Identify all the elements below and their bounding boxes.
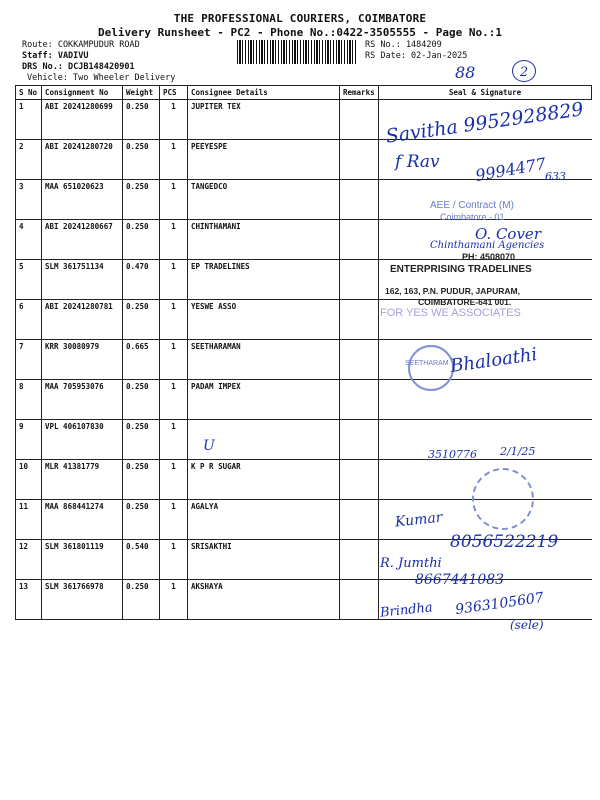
pcs-cell: 1	[160, 220, 188, 260]
mark-row-9: U	[203, 438, 215, 454]
remarks-cell	[340, 100, 379, 140]
remarks-cell	[340, 540, 379, 580]
sno-cell: 6	[16, 300, 42, 340]
consignee-cell: JUPITER TEX	[188, 100, 340, 140]
consignee-cell: AKSHAYA	[188, 580, 340, 620]
consignment-cell: MAA 868441274	[42, 500, 123, 540]
consignee-cell: AGALYA	[188, 500, 340, 540]
consignment-cell: KRR 30080979	[42, 340, 123, 380]
sno-cell: 2	[16, 140, 42, 180]
weight-cell: 0.250	[123, 460, 160, 500]
consignee-cell: CHINTHAMANI	[188, 220, 340, 260]
remarks-cell	[340, 220, 379, 260]
signature-row-11-number: 8056522219	[450, 532, 559, 552]
sno-cell: 4	[16, 220, 42, 260]
stamp-row-5-line2: 162, 163, P.N. PUDUR, JAPURAM,	[385, 286, 520, 296]
pcs-cell: 1	[160, 100, 188, 140]
sno-cell: 7	[16, 340, 42, 380]
signature-row-11-name: Kumar	[394, 509, 444, 531]
sno-cell: 11	[16, 500, 42, 540]
sno-cell: 10	[16, 460, 42, 500]
sno-cell: 9	[16, 420, 42, 460]
pcs-cell: 1	[160, 380, 188, 420]
pcs-cell: 1	[160, 540, 188, 580]
sno-cell: 8	[16, 380, 42, 420]
stamp-row-5-line1: ENTERPRISING TRADELINES	[390, 264, 532, 275]
route-label: Route: COKKAMPUDUR ROAD	[22, 40, 140, 50]
remarks-cell	[340, 300, 379, 340]
consignment-cell: MAA 705953076	[42, 380, 123, 420]
stamp-row-4-line1: Chinthamani Agencies	[430, 240, 545, 251]
consignee-cell: SRISAKTHI	[188, 540, 340, 580]
weight-cell: 0.250	[123, 300, 160, 340]
weight-cell: 0.250	[123, 180, 160, 220]
barcode	[237, 40, 357, 64]
table-header-row	[16, 86, 592, 100]
staff-label: Staff: VADIVU	[22, 51, 89, 61]
weight-cell: 0.250	[123, 140, 160, 180]
col-sno: S No	[16, 86, 42, 100]
handwritten-top-mark: 88	[455, 63, 476, 82]
pcs-cell: 1	[160, 580, 188, 620]
vehicle-label: Vehicle: Two Wheeler Delivery	[27, 73, 176, 83]
consignment-cell: MAA 651020623	[42, 180, 123, 220]
remarks-cell	[340, 500, 379, 540]
remarks-cell	[340, 460, 379, 500]
signature-cell	[379, 380, 592, 420]
signature-row-7: Bhaloathi	[448, 344, 539, 377]
sno-cell: 12	[16, 540, 42, 580]
consignment-cell: ABI 20241280699	[42, 100, 123, 140]
col-remarks: Remarks	[340, 86, 379, 100]
remarks-cell	[340, 140, 379, 180]
consignment-cell: SLM 361766978	[42, 580, 123, 620]
consignment-cell: SLM 361801119	[42, 540, 123, 580]
col-consignee: Consignee Details	[188, 86, 340, 100]
consignment-cell: ABI 20241280667	[42, 220, 123, 260]
consignee-cell: EP TRADELINES	[188, 260, 340, 300]
pcs-cell: 1	[160, 140, 188, 180]
signature-row-2-extra: 633	[545, 170, 566, 183]
consignment-cell: ABI 20241280781	[42, 300, 123, 340]
remarks-cell	[340, 260, 379, 300]
sno-cell: 13	[16, 580, 42, 620]
remarks-cell	[340, 180, 379, 220]
signature-row-9-date: 2/1/25	[500, 445, 536, 458]
weight-cell: 0.250	[123, 500, 160, 540]
weight-cell: 0.250	[123, 420, 160, 460]
col-weight: Weight	[123, 86, 160, 100]
stamp-row-6: FOR YES WE ASSOCIATES	[380, 307, 521, 319]
sno-cell: 3	[16, 180, 42, 220]
weight-cell: 0.250	[123, 220, 160, 260]
signature-row-2-name: f Rav	[395, 152, 440, 172]
weight-cell: 0.250	[123, 580, 160, 620]
stamp-row-10-seal	[472, 468, 534, 530]
consignment-cell: VPL 406107830	[42, 420, 123, 460]
pcs-cell: 1	[160, 260, 188, 300]
circled-mark-text: 2	[519, 65, 529, 80]
stamp-row-5-line3: COIMBATORE-641 001.	[418, 297, 512, 307]
weight-cell: 0.540	[123, 540, 160, 580]
col-pcs: PCS	[160, 86, 188, 100]
signature-row-1: Savitha 9952928829	[384, 98, 585, 148]
signature-row-13-number: 9363105607	[454, 589, 545, 619]
pcs-cell: 1	[160, 300, 188, 340]
signature-row-13-name: Brindha	[379, 600, 434, 621]
document-subtitle: Delivery Runsheet - PC2 - Phone No.:0422-3505555 - Page No.:1	[98, 26, 502, 39]
consignee-cell: K P R SUGAR	[188, 460, 340, 500]
signature-row-9-number: 3510776	[428, 448, 477, 461]
col-consignment: Consignment No	[42, 86, 123, 100]
signature-row-13-extra: (sele)	[510, 618, 544, 632]
document-title: THE PROFESSIONAL COURIERS, COIMBATORE	[173, 12, 427, 25]
signature-row-4: O. Cover	[475, 225, 541, 243]
remarks-cell	[340, 340, 379, 380]
remarks-cell	[340, 420, 379, 460]
weight-cell: 0.665	[123, 340, 160, 380]
remarks-cell	[340, 580, 379, 620]
consignee-cell: PEEYESPE	[188, 140, 340, 180]
circled-mark	[512, 60, 536, 82]
sno-cell: 1	[16, 100, 42, 140]
stamp-row-7-text: SEETHARAM	[405, 360, 449, 367]
col-seal: Seal & Signature	[379, 86, 592, 100]
consignment-cell: ABI 20241280720	[42, 140, 123, 180]
pcs-cell: 1	[160, 500, 188, 540]
stamp-row-3-line2: Coimbatore - 01	[440, 212, 505, 222]
signature-row-12-name: R. Jumthi	[380, 556, 442, 571]
stamp-row-7-seal	[408, 345, 454, 391]
pcs-cell: 1	[160, 340, 188, 380]
consignee-cell: SEETHARAMAN	[188, 340, 340, 380]
consignee-cell: PADAM IMPEX	[188, 380, 340, 420]
weight-cell: 0.470	[123, 260, 160, 300]
signature-row-2-number: 9994477	[473, 153, 548, 186]
consignee-cell: YESWE ASSO	[188, 300, 340, 340]
sno-cell: 5	[16, 260, 42, 300]
rs-number: RS No.: 1484209	[365, 40, 442, 50]
pcs-cell: 1	[160, 180, 188, 220]
signature-row-12-number: 8667441083	[415, 572, 505, 588]
stamp-row-4-line2: PH: 4508070	[462, 252, 516, 262]
weight-cell: 0.250	[123, 100, 160, 140]
signature-cell	[379, 420, 592, 460]
table-row	[16, 380, 592, 420]
weight-cell: 0.250	[123, 380, 160, 420]
consignment-cell: SLM 361751134	[42, 260, 123, 300]
consignee-cell: TANGEDCO	[188, 180, 340, 220]
rs-date: RS Date: 02-Jan-2025	[365, 51, 468, 61]
stamp-row-3-line1: AEE / Contract (M)	[430, 200, 514, 211]
drs-number: DRS No.: DCJB148420901	[22, 62, 135, 72]
remarks-cell	[340, 380, 379, 420]
pcs-cell: 1	[160, 460, 188, 500]
consignment-cell: MLR 41381779	[42, 460, 123, 500]
pcs-cell: 1	[160, 420, 188, 460]
